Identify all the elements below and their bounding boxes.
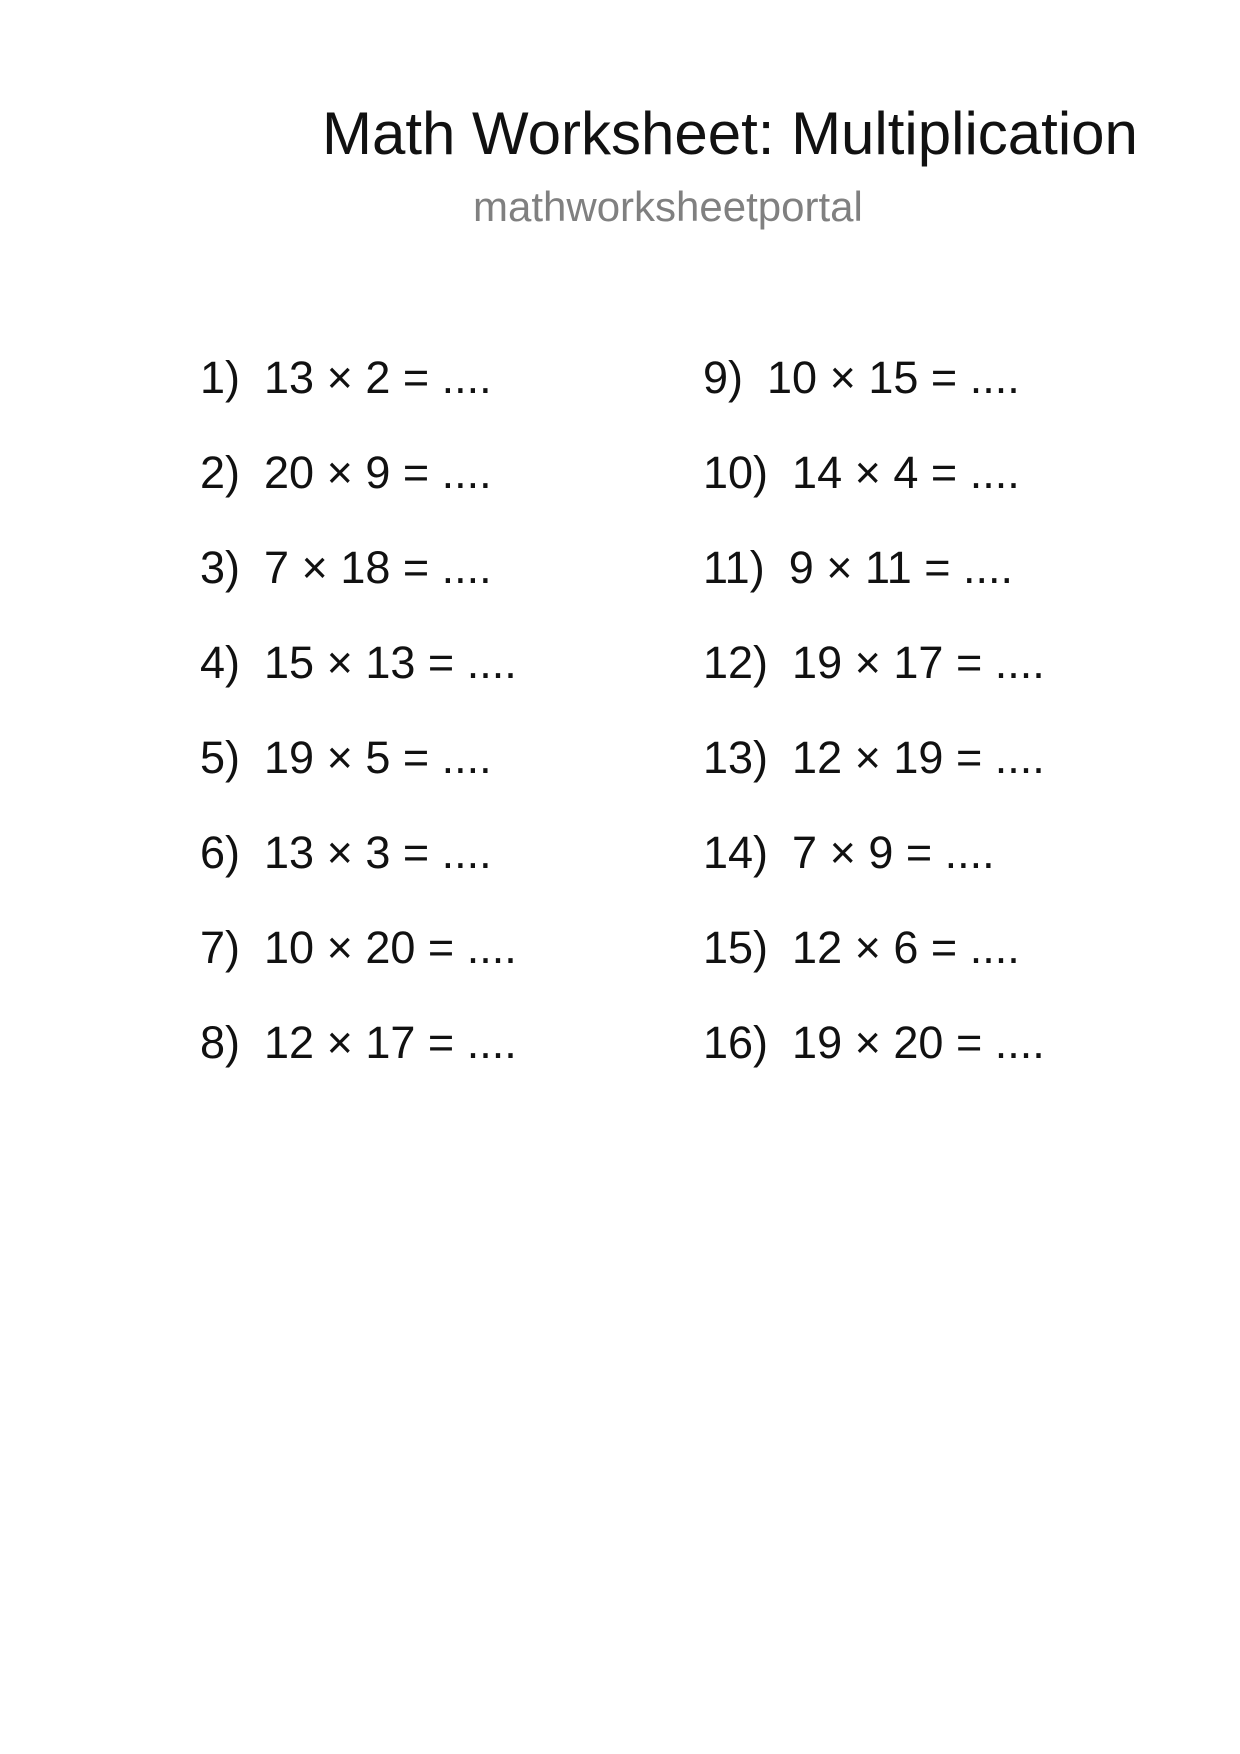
page-title: Math Worksheet: Multiplication (322, 100, 1138, 167)
problem-item (703, 635, 1203, 730)
problem-number: 2) (200, 447, 241, 498)
problem-column-left (200, 350, 700, 1110)
problem-item (703, 825, 1203, 920)
problem-expression: 19 × 5 = .... (264, 732, 492, 783)
problem-number: 11) (703, 542, 765, 593)
problem-number: 1) (200, 352, 241, 403)
problem-number: 7) (200, 922, 241, 973)
problem-item (703, 1015, 1203, 1110)
problem-expression: 10 × 15 = .... (767, 352, 1020, 403)
problem-item (200, 825, 700, 920)
problem-number: 14) (703, 827, 769, 878)
problem-number: 13) (703, 732, 769, 783)
problem-item (703, 730, 1203, 825)
problem-item (703, 445, 1203, 540)
problem-expression: 12 × 17 = .... (264, 1017, 517, 1068)
problem-number: 12) (703, 637, 769, 688)
problem-expression: 19 × 17 = .... (792, 637, 1045, 688)
problem-item (200, 540, 700, 635)
problem-expression: 20 × 9 = .... (264, 447, 492, 498)
problem-expression: 12 × 6 = .... (792, 922, 1020, 973)
problem-number: 10) (703, 447, 769, 498)
problem-number: 5) (200, 732, 241, 783)
problem-number: 8) (200, 1017, 241, 1068)
problem-expression: 15 × 13 = .... (264, 637, 517, 688)
problem-number: 9) (703, 352, 744, 403)
problem-expression: 13 × 2 = .... (264, 352, 492, 403)
problem-expression: 7 × 18 = .... (264, 542, 492, 593)
problem-number: 3) (200, 542, 241, 593)
problem-expression: 12 × 19 = .... (792, 732, 1045, 783)
problem-number: 4) (200, 637, 241, 688)
problem-item (200, 1015, 700, 1110)
problem-expression: 9 × 11 = .... (788, 542, 1014, 593)
problem-item (200, 730, 700, 825)
problem-item (200, 635, 700, 730)
problem-item (703, 540, 1203, 635)
problem-item (703, 920, 1203, 1015)
problem-expression: 19 × 20 = .... (792, 1017, 1045, 1068)
problem-expression: 14 × 4 = .... (792, 447, 1020, 498)
problem-expression: 7 × 9 = .... (792, 827, 995, 878)
problem-column-right (703, 350, 1203, 1110)
problem-item (703, 350, 1203, 445)
page-subtitle: mathworksheetportal (473, 183, 863, 230)
problem-number: 16) (703, 1017, 769, 1068)
problem-item (200, 350, 700, 445)
problem-number: 15) (703, 922, 769, 973)
problem-item (200, 920, 700, 1015)
problem-expression: 10 × 20 = .... (264, 922, 517, 973)
problem-expression: 13 × 3 = .... (264, 827, 492, 878)
problem-item (200, 445, 700, 540)
problem-number: 6) (200, 827, 241, 878)
